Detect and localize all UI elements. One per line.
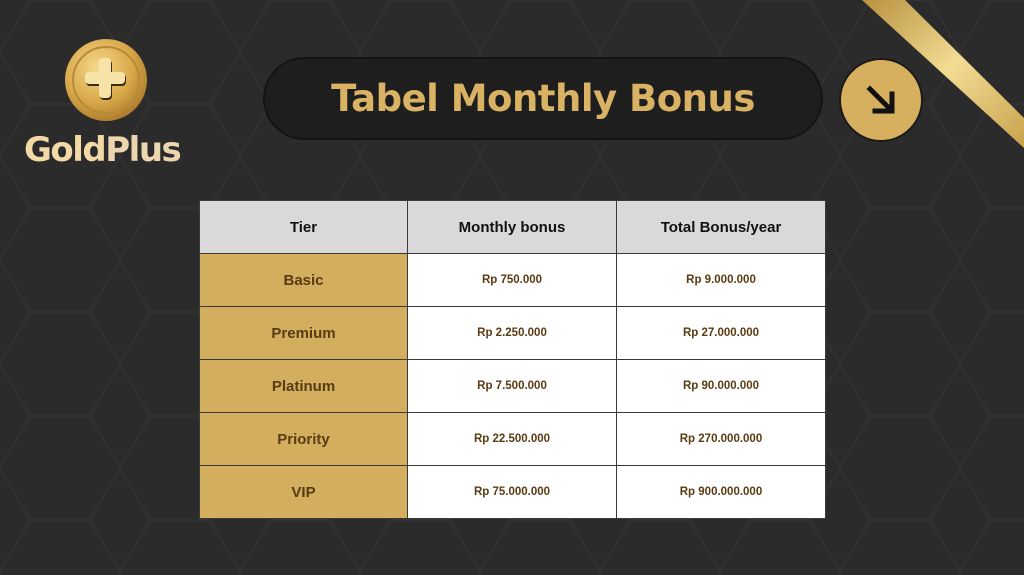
header-tier: Tier <box>200 201 408 254</box>
plus-coin-icon <box>64 38 148 122</box>
brand-name <box>24 130 194 170</box>
tier-cell: Basic <box>200 254 408 307</box>
monthly-bonus-cell: Rp 750.000 <box>408 254 617 307</box>
monthly-bonus-table <box>199 200 826 519</box>
table-header-row <box>200 201 826 254</box>
yearly-bonus-cell: Rp 90.000.000 <box>617 360 826 413</box>
yearly-bonus-cell: Rp 900.000.000 <box>617 466 826 519</box>
yearly-bonus-cell: Rp 270.000.000 <box>617 413 826 466</box>
table-row <box>200 413 826 466</box>
monthly-bonus-cell: Rp 22.500.000 <box>408 413 617 466</box>
table-row <box>200 360 826 413</box>
table-row <box>200 307 826 360</box>
yearly-bonus-cell: Rp 27.000.000 <box>617 307 826 360</box>
arrow-down-right-icon <box>861 80 901 120</box>
yearly-bonus-cell: Rp 9.000.000 <box>617 254 826 307</box>
monthly-bonus-cell: Rp 7.500.000 <box>408 360 617 413</box>
header-total-bonus-year: Total Bonus/year <box>617 201 826 254</box>
brand-name-gold: Gold <box>24 130 106 170</box>
page-title: Tabel Monthly Bonus <box>331 77 755 120</box>
arrow-button[interactable] <box>839 58 923 142</box>
title-banner <box>263 57 823 140</box>
monthly-bonus-cell: Rp 75.000.000 <box>408 466 617 519</box>
goldplus-logo <box>24 38 194 168</box>
monthly-bonus-cell: Rp 2.250.000 <box>408 307 617 360</box>
table-row <box>200 466 826 519</box>
tier-cell: Premium <box>200 307 408 360</box>
brand-name-plus: Plus <box>105 130 181 170</box>
header-monthly-bonus: Monthly bonus <box>408 201 617 254</box>
tier-cell: VIP <box>200 466 408 519</box>
table-row <box>200 254 826 307</box>
tier-cell: Platinum <box>200 360 408 413</box>
tier-cell: Priority <box>200 413 408 466</box>
